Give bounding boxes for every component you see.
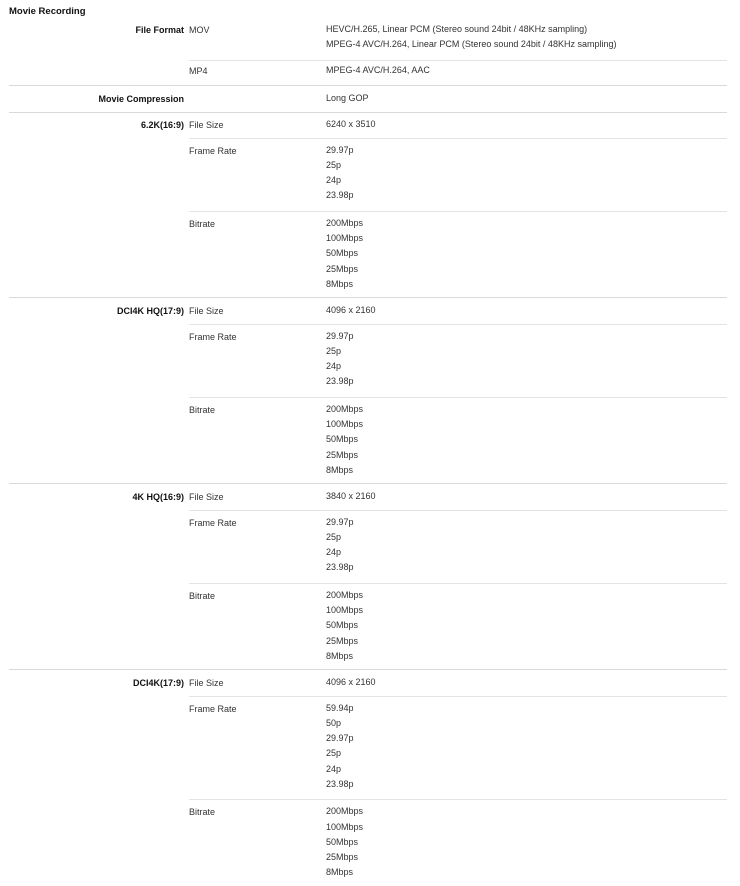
- file-size-value: [326, 303, 376, 318]
- format-mp4: MP4: [189, 65, 208, 76]
- mode-label: DCI4K HQ(17:9): [116, 306, 184, 317]
- movie-compression-label: Movie Compression: [98, 93, 184, 104]
- value-line: 100Mbps: [326, 821, 364, 832]
- file-size-label: File Size: [189, 492, 224, 503]
- row-divider: [189, 583, 727, 584]
- value-line: 50Mbps: [326, 620, 359, 631]
- row-divider: [189, 324, 727, 325]
- value-line: 24p: [326, 361, 342, 372]
- file-size-value: [326, 675, 376, 690]
- file-size-label: File Size: [189, 120, 224, 131]
- frame-rate-values: [326, 701, 354, 793]
- bitrate-values: [326, 216, 363, 292]
- value-line: HEVC/H.265, Linear PCM (Stereo sound 24bit / 48KHz sampling): [326, 24, 588, 34]
- frame-rate-values: [326, 143, 354, 204]
- value-line: MPEG-4 AVC/H.264, AAC: [326, 64, 430, 75]
- value-line: 25Mbps: [326, 852, 359, 863]
- value-line: 6240 x 3510: [326, 119, 376, 130]
- file-size-value: [326, 117, 376, 132]
- frame-rate-label: Frame Rate: [189, 331, 237, 342]
- group-divider: [9, 483, 727, 484]
- bitrate-values: [326, 402, 363, 478]
- value-line: 200Mbps: [326, 589, 364, 600]
- value-line: Long GOP: [326, 92, 369, 103]
- value-line: 29.97p: [326, 144, 354, 155]
- mode-label: 6.2K(16:9): [140, 120, 184, 131]
- row-divider: [189, 60, 727, 61]
- row-divider: [189, 138, 727, 139]
- section-title: Movie Recording: [9, 6, 86, 17]
- value-line: 23.98p: [326, 562, 354, 573]
- value-line: 100Mbps: [326, 232, 364, 243]
- value-line: 8Mbps: [326, 278, 354, 289]
- value-line: 25p: [326, 159, 342, 170]
- file-size-label: File Size: [189, 306, 224, 317]
- bitrate-label: Bitrate: [189, 590, 216, 601]
- row-divider: [189, 211, 727, 212]
- value-line: 4096 x 2160: [326, 677, 376, 688]
- value-line: 25Mbps: [326, 635, 359, 646]
- value-line: 29.97p: [326, 330, 354, 341]
- file-size-value: [326, 489, 376, 504]
- value-line: 50Mbps: [326, 434, 359, 445]
- frame-rate-label: Frame Rate: [189, 145, 237, 156]
- value-line: 200Mbps: [326, 403, 364, 414]
- value-line: 59.94p: [326, 702, 354, 713]
- value-line: 4096 x 2160: [326, 305, 376, 316]
- bitrate-label: Bitrate: [189, 807, 216, 818]
- format-mov: MOV: [189, 25, 210, 35]
- movie-compression-value: [326, 91, 369, 106]
- group-divider: [9, 85, 727, 86]
- row-divider: [189, 510, 727, 511]
- file-size-label: File Size: [189, 678, 224, 689]
- value-line: 50Mbps: [326, 836, 359, 847]
- bitrate-values: [326, 804, 363, 880]
- value-line: 25p: [326, 345, 342, 356]
- spec-table: [0, 19, 740, 886]
- value-line: 50Mbps: [326, 248, 359, 259]
- value-line: 50p: [326, 717, 342, 728]
- row-divider: [189, 696, 727, 697]
- value-line: 8Mbps: [326, 464, 354, 475]
- mp4-codecs: [326, 63, 430, 78]
- value-line: 3840 x 2160: [326, 491, 376, 502]
- value-line: 23.98p: [326, 778, 354, 789]
- group-divider: [9, 669, 727, 670]
- group-divider: [9, 297, 727, 298]
- value-line: MPEG-4 AVC/H.264, Linear PCM (Stereo sound 24bit / 48KHz sampling): [326, 39, 617, 50]
- value-line: 8Mbps: [326, 650, 354, 661]
- value-line: 23.98p: [326, 376, 354, 387]
- frame-rate-label: Frame Rate: [189, 703, 237, 714]
- value-line: 23.98p: [326, 190, 354, 201]
- frame-rate-values: [326, 515, 354, 576]
- frame-rate-values: [326, 329, 354, 390]
- value-line: 200Mbps: [326, 217, 364, 228]
- value-line: 25Mbps: [326, 449, 359, 460]
- value-line: 200Mbps: [326, 806, 364, 817]
- group-divider: [9, 112, 727, 113]
- value-line: 29.97p: [326, 733, 354, 744]
- row-divider: [189, 397, 727, 398]
- value-line: 25Mbps: [326, 263, 359, 274]
- value-line: 25p: [326, 531, 342, 542]
- mode-label: DCI4K(17:9): [132, 678, 184, 689]
- value-line: 24p: [326, 175, 342, 186]
- value-line: 25p: [326, 748, 342, 759]
- value-line: 8Mbps: [326, 867, 354, 878]
- file-format-label: File Format: [135, 25, 184, 35]
- bitrate-values: [326, 588, 363, 664]
- mode-label: 4K HQ(16:9): [132, 492, 184, 503]
- bitrate-label: Bitrate: [189, 218, 216, 229]
- value-line: 24p: [326, 547, 342, 558]
- value-line: 24p: [326, 763, 342, 774]
- frame-rate-label: Frame Rate: [189, 517, 237, 528]
- value-line: 29.97p: [326, 516, 354, 527]
- mov-codecs: [326, 22, 616, 53]
- bitrate-label: Bitrate: [189, 404, 216, 415]
- row-divider: [189, 799, 727, 800]
- value-line: 100Mbps: [326, 418, 364, 429]
- value-line: 100Mbps: [326, 604, 364, 615]
